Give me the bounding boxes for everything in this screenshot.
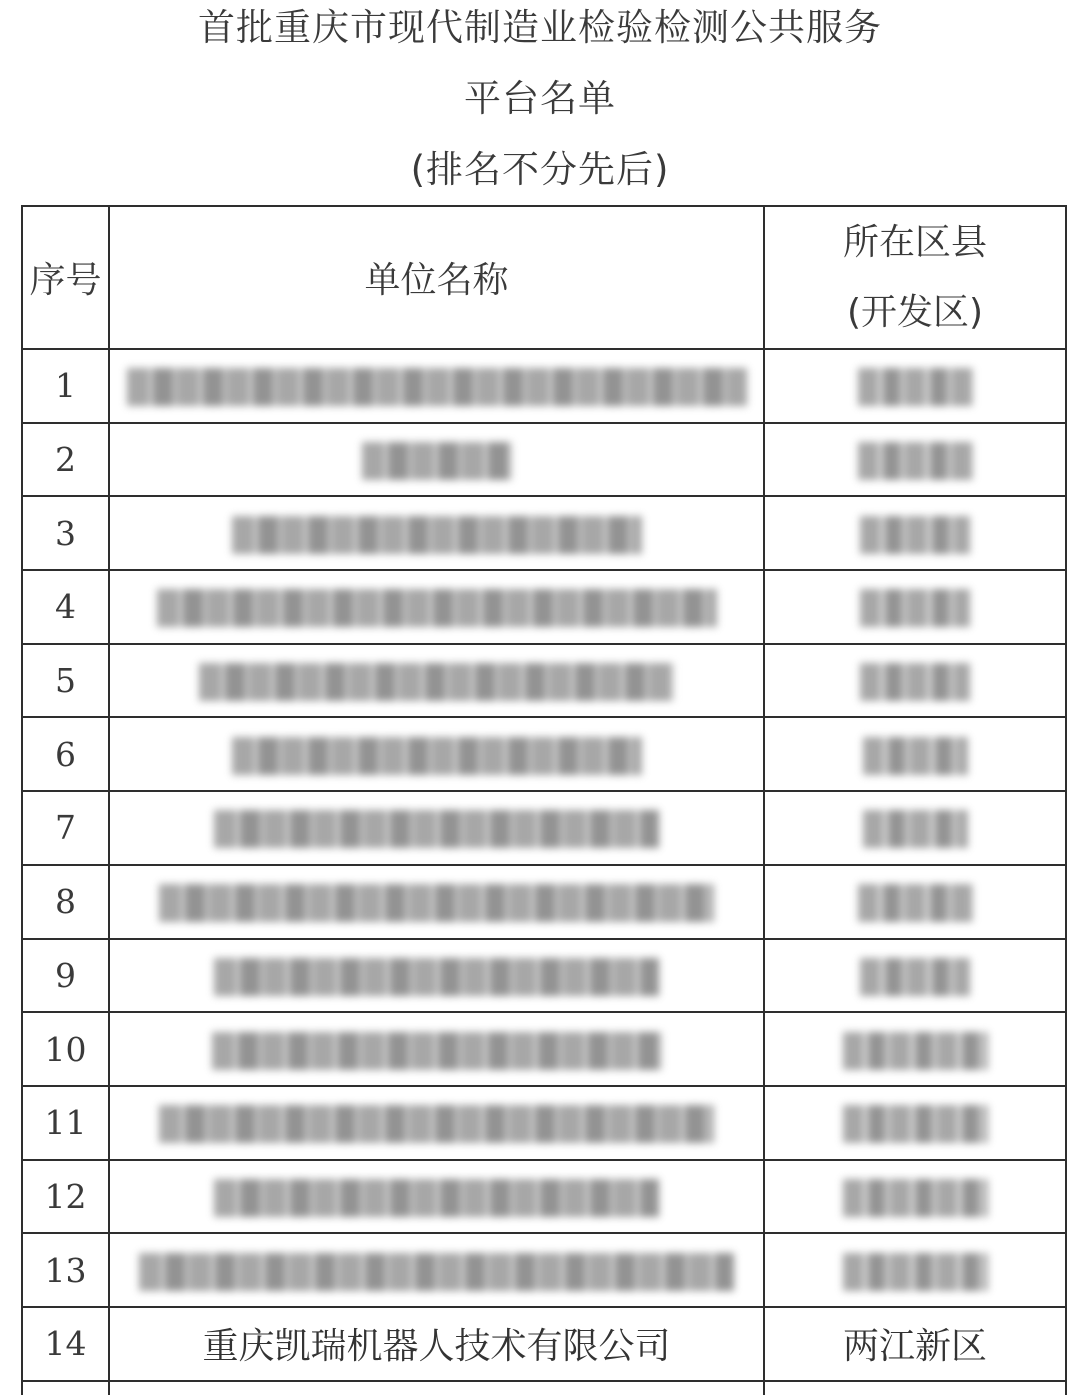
row-index: 4 (22, 570, 109, 644)
empty-cell (764, 1381, 1066, 1395)
redacted-name-bar (127, 368, 747, 406)
row-index: 10 (22, 1012, 109, 1086)
row-index: 11 (22, 1086, 109, 1160)
title-line-2: 平台名单 (464, 77, 616, 120)
row-index: 3 (22, 496, 109, 570)
table-row (22, 791, 1066, 865)
redacted-name-bar (157, 589, 717, 627)
redacted-name-bar (159, 1105, 714, 1143)
redacted-district (764, 1012, 1066, 1086)
table-row (22, 644, 1066, 718)
redacted-district (764, 423, 1066, 497)
redacted-name-bar (362, 442, 512, 480)
redacted-district (764, 1086, 1066, 1160)
redacted-unit-name (109, 1233, 764, 1307)
redacted-name-bar (139, 1253, 734, 1291)
row-index: 6 (22, 717, 109, 791)
redacted-name-bar (214, 810, 659, 848)
title-line-1: 首批重庆市现代制造业检验检测公共服务 (198, 6, 882, 49)
redacted-name-bar (232, 516, 642, 554)
header-district-line1: 所在区县 (842, 221, 987, 263)
redacted-district (764, 496, 1066, 570)
row-index: 13 (22, 1233, 109, 1307)
redacted-unit-name (109, 717, 764, 791)
redacted-district (764, 717, 1066, 791)
platform-list-table (21, 205, 1067, 1395)
row-index: 7 (22, 791, 109, 865)
table-body (22, 349, 1066, 1395)
header-district-line2: (开发区) (846, 291, 984, 333)
redacted-unit-name (109, 865, 764, 939)
table-row (22, 423, 1066, 497)
table-row-cut-off (22, 1381, 1066, 1395)
row-index: 1 (22, 349, 109, 423)
redacted-unit-name (109, 349, 764, 423)
redacted-district (764, 349, 1066, 423)
redacted-name-bar (212, 1032, 662, 1070)
redacted-district-bar (860, 589, 970, 627)
redacted-name-bar (214, 1179, 659, 1217)
redacted-district (764, 570, 1066, 644)
table-row (22, 717, 1066, 791)
table-row (22, 865, 1066, 939)
redacted-district (764, 1233, 1066, 1307)
redacted-district-bar (863, 737, 968, 775)
header-district (764, 206, 1066, 349)
header-name: 单位名称 (109, 206, 764, 349)
table-row (22, 939, 1066, 1013)
redacted-unit-name (109, 1012, 764, 1086)
empty-cell (109, 1381, 764, 1395)
empty-cell (22, 1381, 109, 1395)
table-row (22, 1160, 1066, 1234)
row-index: 5 (22, 644, 109, 718)
table-row (22, 1086, 1066, 1160)
redacted-name-bar (159, 884, 714, 922)
redacted-name-bar (199, 663, 674, 701)
row-index: 14 (22, 1307, 109, 1381)
table-row (22, 570, 1066, 644)
redacted-district-bar (843, 1032, 988, 1070)
table-row (22, 496, 1066, 570)
redacted-unit-name (109, 791, 764, 865)
table-row (22, 1012, 1066, 1086)
table-header-row (22, 206, 1066, 349)
redacted-district (764, 644, 1066, 718)
redacted-name-bar (214, 958, 659, 996)
redacted-district-bar (860, 516, 970, 554)
redacted-district-bar (858, 368, 973, 406)
redacted-district-bar (860, 958, 970, 996)
redacted-district-bar (858, 442, 973, 480)
row-index: 9 (22, 939, 109, 1013)
redacted-district-bar (860, 663, 970, 701)
district-name: 两江新区 (764, 1307, 1066, 1381)
redacted-unit-name (109, 644, 764, 718)
redacted-district-bar (863, 810, 968, 848)
redacted-unit-name (109, 939, 764, 1013)
header-index: 序号 (22, 206, 109, 349)
row-index: 2 (22, 423, 109, 497)
redacted-district (764, 939, 1066, 1013)
redacted-unit-name (109, 570, 764, 644)
redacted-unit-name (109, 1160, 764, 1234)
redacted-district-bar (843, 1105, 988, 1143)
table-row (22, 349, 1066, 423)
redacted-district (764, 865, 1066, 939)
redacted-name-bar (232, 737, 642, 775)
redacted-district-bar (843, 1179, 988, 1217)
redacted-district (764, 1160, 1066, 1234)
table-row (22, 1233, 1066, 1307)
redacted-district-bar (843, 1253, 988, 1291)
row-index: 8 (22, 865, 109, 939)
redacted-district-bar (858, 884, 973, 922)
redacted-unit-name (109, 496, 764, 570)
title-note: (排名不分先后) (410, 148, 670, 191)
redacted-district (764, 791, 1066, 865)
row-index: 12 (22, 1160, 109, 1234)
redacted-unit-name (109, 1086, 764, 1160)
unit-name: 重庆凯瑞机器人技术有限公司 (109, 1307, 764, 1381)
table-row (22, 1307, 1066, 1381)
redacted-unit-name (109, 423, 764, 497)
